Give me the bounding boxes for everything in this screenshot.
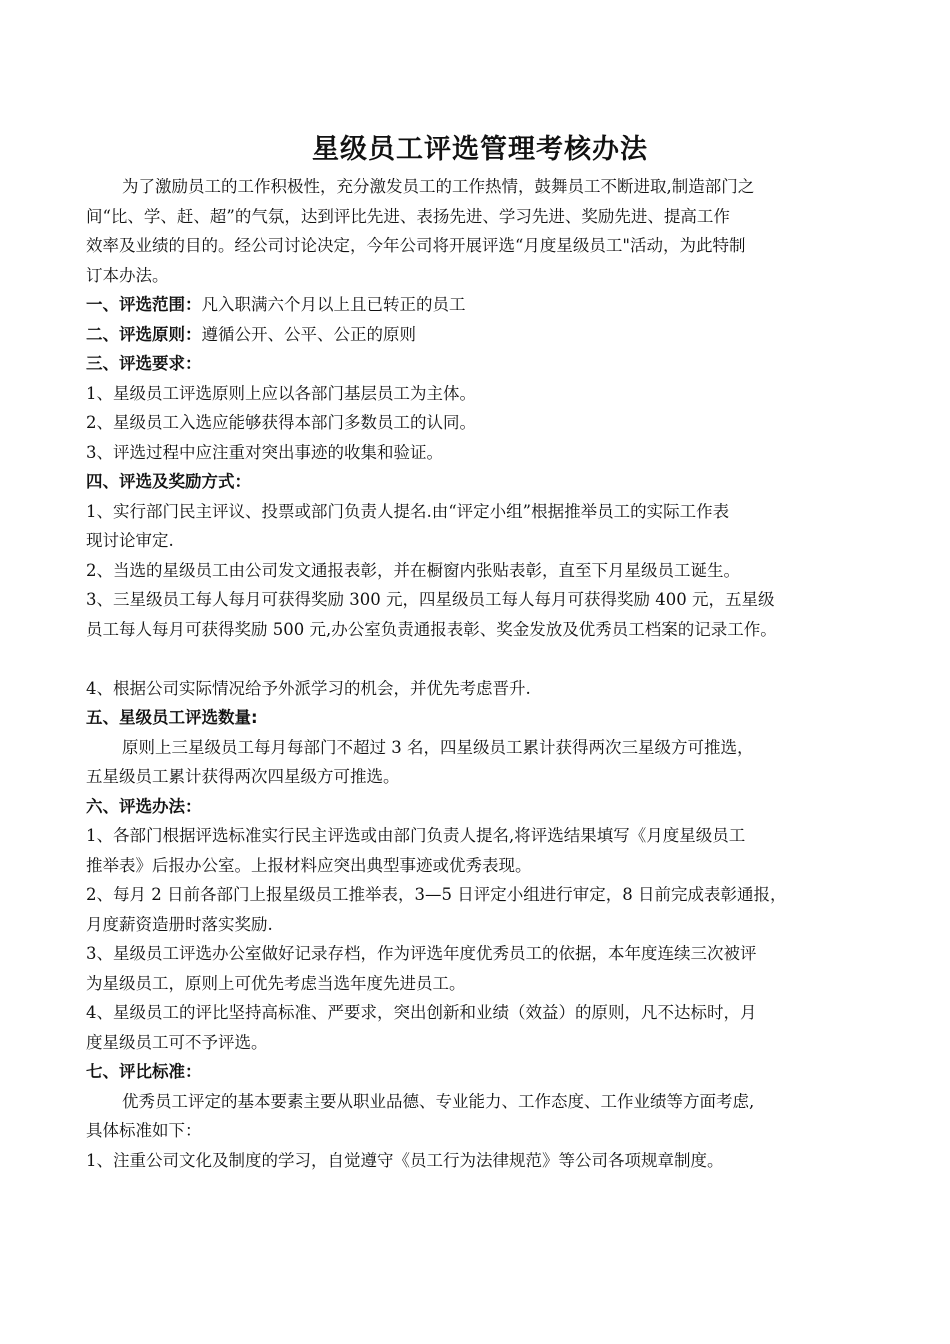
section-heading: 一、评选范围： bbox=[86, 295, 202, 314]
section-heading: 四、评选及奖励方式： bbox=[86, 472, 251, 491]
list-item: 1、各部门根据评选标准实行民主评选或由部门负责人提名,将评选结果填写《月度星级员工 bbox=[86, 826, 746, 845]
section-heading: 二、评选原则： bbox=[86, 324, 202, 344]
list-item: 2、每月 2 日前各部门上报星级员工推举表，3—5 日评定小组进行审定，8 日前完成表彰通报， bbox=[86, 885, 787, 904]
document-page bbox=[86, 128, 866, 1175]
list-item: 员工每人每月可获得奖励 500 元,办公室负责通报表彰、奖金发放及优秀员工档案的记录工作。 bbox=[86, 619, 777, 639]
paragraph-line: 优秀员工评定的基本要素主要从职业品德、专业能力、工作态度、工作业绩等方面考虑, bbox=[122, 1091, 755, 1111]
list-item: 3、三星级员工每人每月可获得奖励 300 元，四星级员工每人每月可获得奖励 400 元，五星级 bbox=[86, 590, 775, 609]
list-item: 3、评选过程中应注重对突出事迹的收集和验证。 bbox=[86, 442, 443, 462]
section-heading: 五、星级员工评选数量: bbox=[86, 708, 258, 727]
section-text: 凡入职满六个月以上且已转正的员工 bbox=[201, 295, 466, 314]
paragraph-line: 原则上三星级员工每月每部门不超过 3 名，四星级员工累计获得两次三星级方可推选， bbox=[122, 737, 754, 757]
list-item: 4、星级员工的评比坚持高标准、严要求，突出创新和业绩（效益）的原则，凡不达标时，月 bbox=[86, 1003, 757, 1022]
paragraph-line: 具体标准如下： bbox=[86, 1121, 202, 1140]
section-principle bbox=[86, 320, 866, 350]
document-title: 星级员工评选管理考核办法 bbox=[312, 134, 648, 165]
section-heading: 六、评选办法： bbox=[86, 796, 202, 816]
intro-line: 效率及业绩的目的。经公司讨论决定，今年公司将开展评选“月度星级员工"活动，为此特制 bbox=[86, 236, 746, 255]
section-scope bbox=[86, 290, 866, 320]
section-heading: 七、评比标准： bbox=[86, 1062, 202, 1081]
list-item: 3、星级员工评选办公室做好记录存档，作为评选年度优秀员工的依据，本年度连续三次被评 bbox=[86, 944, 757, 963]
list-item: 1、实行部门民主评议、投票或部门负责人提名.由“评定小组”根据推举员工的实际工作表 bbox=[86, 501, 730, 521]
section-heading: 三、评选要求： bbox=[86, 354, 202, 373]
list-item: 2、当选的星级员工由公司发文通报表彰，并在橱窗内张贴表彰，直至下月星级员工诞生。 bbox=[86, 560, 740, 580]
paragraph-line: 五星级员工累计获得两次四星级方可推选。 bbox=[86, 767, 400, 786]
blank-line bbox=[86, 644, 866, 674]
list-item: 2、星级员工入选应能够获得本部门多数员工的认同。 bbox=[86, 413, 476, 432]
list-item: 现讨论审定. bbox=[86, 531, 174, 550]
list-item: 度星级员工可不予评选。 bbox=[86, 1032, 268, 1052]
section-text: 遵循公开、公平、公正的原则 bbox=[201, 324, 416, 344]
list-item: 推举表》后报办公室。上报材料应突出典型事迹或优秀表现。 bbox=[86, 855, 532, 875]
list-item: 1、注重公司文化及制度的学习，自觉遵守《员工行为法律规范》等公司各项规章制度。 bbox=[86, 1150, 724, 1170]
intro-line: 间“比、学、赶、超”的气氛，达到评比先进、表扬先进、学习先进、奖励先进、提高工作 bbox=[86, 206, 730, 226]
list-item: 1、星级员工评选原则上应以各部门基层员工为主体。 bbox=[86, 383, 476, 403]
intro-line: 为了激励员工的工作积极性，充分激发员工的工作热情，鼓舞员工不断进取,制造部门之 bbox=[122, 177, 755, 196]
intro-line: 订本办法。 bbox=[86, 265, 169, 285]
list-item: 4、根据公司实际情况给予外派学习的机会，并优先考虑晋升. bbox=[86, 678, 531, 698]
list-item: 为星级员工，原则上可优先考虑当选年度先进员工。 bbox=[86, 973, 466, 993]
list-item: 月度薪资造册时落实奖励. bbox=[86, 914, 273, 934]
